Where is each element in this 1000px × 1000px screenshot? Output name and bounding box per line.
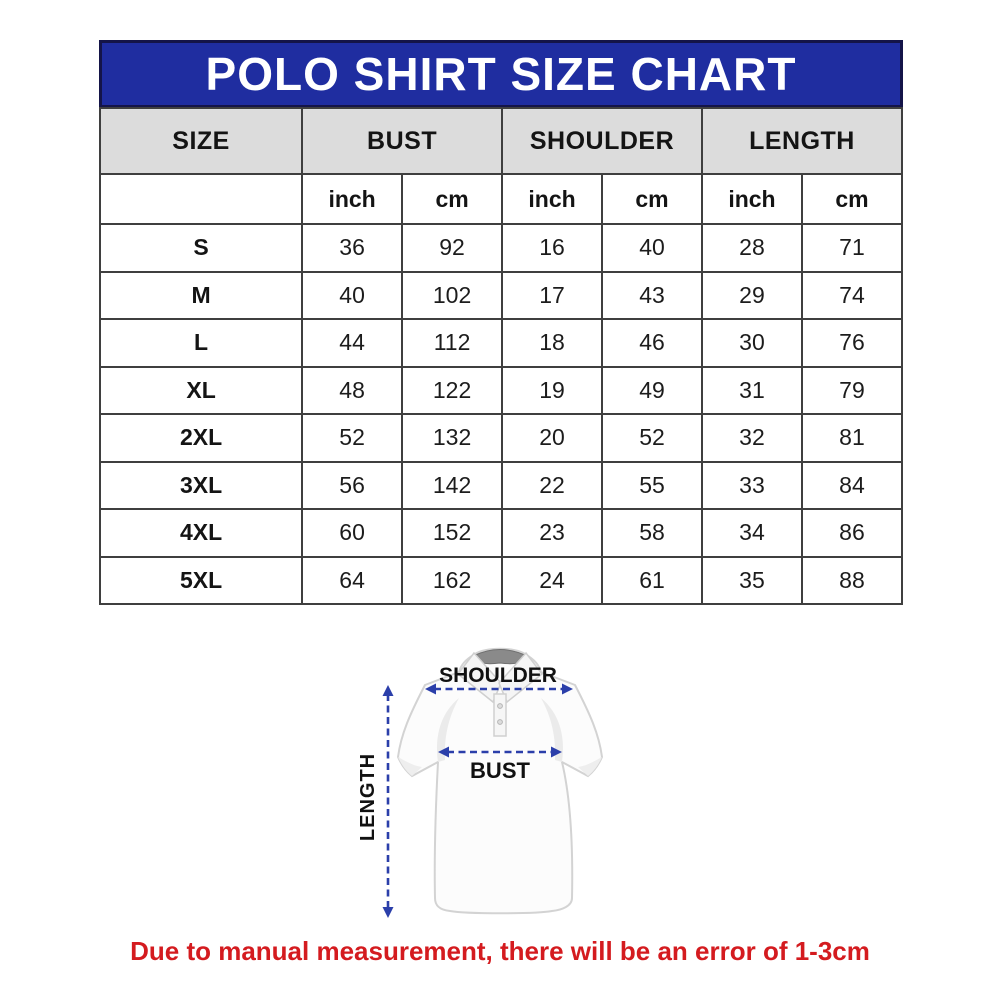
value-cell: 132 (402, 414, 502, 462)
measurement-disclaimer: Due to manual measurement, there will be an error of 1-3cm (130, 936, 870, 966)
value-cell: 81 (802, 414, 902, 462)
table-row (100, 367, 902, 415)
size-table (99, 107, 903, 605)
value-cell: 16 (502, 224, 602, 272)
table-row (100, 414, 902, 462)
size-cell: L (100, 319, 302, 367)
value-cell: 162 (402, 557, 502, 605)
size-cell: 3XL (100, 462, 302, 510)
size-cell: 4XL (100, 509, 302, 557)
value-cell: 20 (502, 414, 602, 462)
col-header-length: LENGTH (702, 108, 902, 174)
value-cell: 71 (802, 224, 902, 272)
value-cell: 76 (802, 319, 902, 367)
value-cell: 33 (702, 462, 802, 510)
value-cell: 43 (602, 272, 702, 320)
size-cell: 5XL (100, 557, 302, 605)
value-cell: 142 (402, 462, 502, 510)
value-cell: 17 (502, 272, 602, 320)
unit-header: inch (702, 174, 802, 224)
value-cell: 48 (302, 367, 402, 415)
table-row (100, 557, 902, 605)
table-row (100, 272, 902, 320)
table-row (100, 319, 902, 367)
value-cell: 18 (502, 319, 602, 367)
shoulder-label: SHOULDER (439, 664, 557, 687)
chart-title-bar (99, 40, 903, 108)
value-cell: 24 (502, 557, 602, 605)
value-cell: 22 (502, 462, 602, 510)
value-cell: 52 (602, 414, 702, 462)
value-cell: 23 (502, 509, 602, 557)
value-cell: 56 (302, 462, 402, 510)
value-cell: 64 (302, 557, 402, 605)
col-header-shoulder: SHOULDER (502, 108, 702, 174)
size-cell: S (100, 224, 302, 272)
polo-shirt-diagram (352, 638, 682, 946)
value-cell: 58 (602, 509, 702, 557)
value-cell: 40 (302, 272, 402, 320)
size-cell: 2XL (100, 414, 302, 462)
bust-label: BUST (470, 758, 530, 783)
unit-header: inch (302, 174, 402, 224)
value-cell: 102 (402, 272, 502, 320)
col-header-bust: BUST (302, 108, 502, 174)
table-units-row (100, 174, 902, 224)
value-cell: 60 (302, 509, 402, 557)
unit-header: cm (402, 174, 502, 224)
value-cell: 61 (602, 557, 702, 605)
table-row (100, 509, 902, 557)
value-cell: 28 (702, 224, 802, 272)
value-cell: 40 (602, 224, 702, 272)
value-cell: 35 (702, 557, 802, 605)
table-row (100, 462, 902, 510)
unit-header: cm (602, 174, 702, 224)
size-chart-panel (99, 40, 903, 605)
value-cell: 49 (602, 367, 702, 415)
value-cell: 84 (802, 462, 902, 510)
value-cell: 19 (502, 367, 602, 415)
value-cell: 36 (302, 224, 402, 272)
value-cell: 92 (402, 224, 502, 272)
size-cell: M (100, 272, 302, 320)
value-cell: 32 (702, 414, 802, 462)
units-empty-cell (100, 174, 302, 224)
value-cell: 112 (402, 319, 502, 367)
value-cell: 79 (802, 367, 902, 415)
table-row (100, 224, 902, 272)
unit-header: cm (802, 174, 902, 224)
unit-header: inch (502, 174, 602, 224)
value-cell: 30 (702, 319, 802, 367)
value-cell: 34 (702, 509, 802, 557)
value-cell: 29 (702, 272, 802, 320)
length-arrow (383, 685, 394, 918)
col-header-size: SIZE (100, 108, 302, 174)
value-cell: 88 (802, 557, 902, 605)
value-cell: 52 (302, 414, 402, 462)
value-cell: 152 (402, 509, 502, 557)
value-cell: 55 (602, 462, 702, 510)
value-cell: 31 (702, 367, 802, 415)
value-cell: 122 (402, 367, 502, 415)
chart-title: POLO SHIRT SIZE CHART (205, 48, 797, 100)
value-cell: 86 (802, 509, 902, 557)
value-cell: 74 (802, 272, 902, 320)
table-header-row (100, 108, 902, 174)
value-cell: 44 (302, 319, 402, 367)
size-cell: XL (100, 367, 302, 415)
length-label: LENGTH (357, 752, 379, 842)
value-cell: 46 (602, 319, 702, 367)
